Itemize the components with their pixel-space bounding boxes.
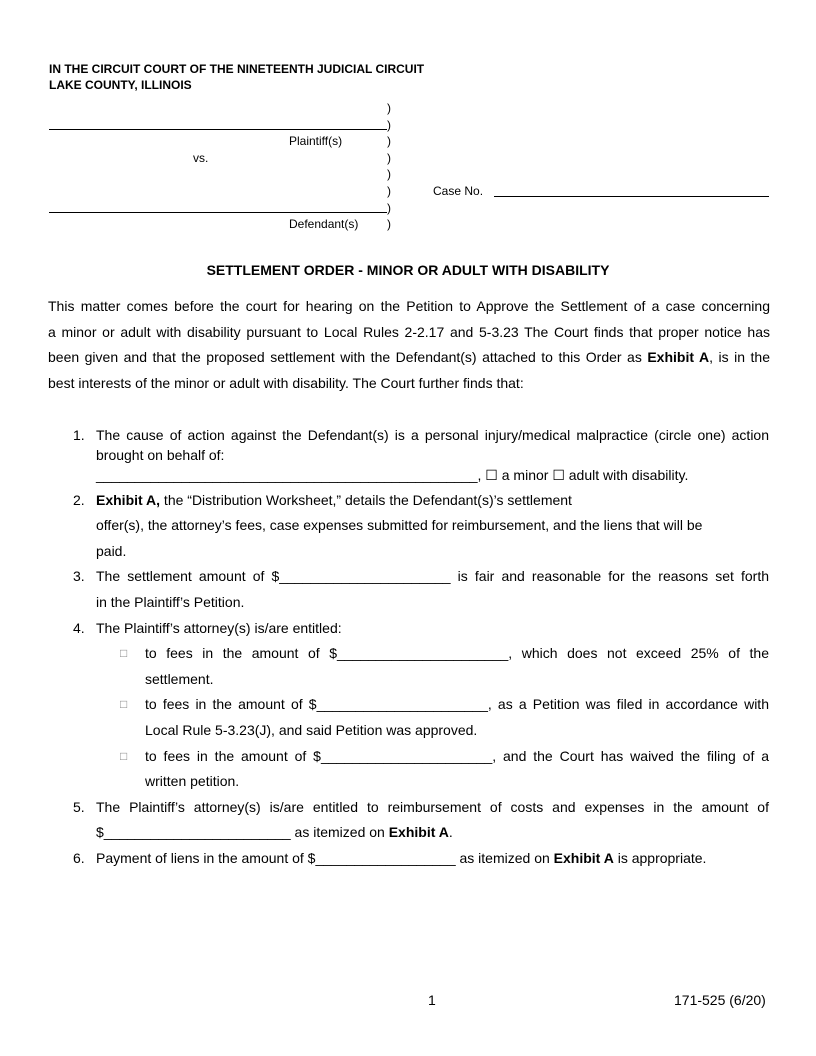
plaintiff-label: Plaintiff(s) [289, 134, 343, 148]
item-5-line-2[interactable] [96, 820, 453, 845]
defendant-line[interactable] [49, 212, 387, 213]
sub-3-line-2: written petition. [145, 773, 240, 789]
sub-2-line-1[interactable]: to fees in the amount of $______________________, as a Petition was filed in accordance with [145, 696, 769, 712]
versus-label: vs. [193, 151, 209, 165]
case-number-label: Case No. [433, 184, 484, 198]
item-5-text: . [448, 824, 453, 840]
exhibit-a-ref: Exhibit A [647, 349, 710, 365]
caption-paren: ) [387, 118, 391, 132]
sub-2-checkbox[interactable]: □ [120, 697, 128, 711]
court-name: IN THE CIRCUIT COURT OF THE NINETEENTH JUDICIAL CIRCUIT [49, 62, 425, 76]
caption-paren: ) [387, 167, 391, 181]
plaintiff-line[interactable] [49, 129, 387, 130]
item-3-line-1[interactable]: The settlement amount of $______________________ is fair and reasonable for the reasons set forth [96, 568, 769, 584]
intro-line-4: best interests of the minor or adult with disability. The Court further finds that: [48, 375, 524, 391]
item-3-line-2: in the Plaintiff’s Petition. [96, 594, 245, 610]
item-1-party-field[interactable]: _________________________________________________, ☐ a minor ☐ adult with disability. [96, 467, 689, 483]
intro-line-3 [48, 345, 770, 371]
item-number: 1. [73, 427, 85, 443]
court-county: LAKE COUNTY, ILLINOIS [49, 78, 192, 92]
caption-paren: ) [387, 217, 391, 231]
item-5-text: $________________________ as itemized on [96, 824, 389, 840]
exhibit-a-ref: Exhibit A [388, 824, 449, 840]
sub-1-line-2: settlement. [145, 671, 214, 687]
item-2-line-3: paid. [96, 543, 127, 559]
sub-3-line-1[interactable]: to fees in the amount of $______________________, and the Court has waived the filing of a [145, 748, 769, 764]
item-4-line-1: The Plaintiff’s attorney(s) is/are entitled: [96, 620, 342, 636]
item-number: 5. [73, 799, 85, 815]
sub-1-checkbox[interactable]: □ [120, 646, 128, 660]
item-number: 3. [73, 568, 85, 584]
item-6-line-1[interactable] [96, 846, 706, 871]
caption-paren: ) [387, 201, 391, 215]
item-number: 4. [73, 620, 85, 636]
item-6-text: Payment of liens in the amount of $__________________ as itemized on [96, 850, 554, 866]
intro-text: been given and that the proposed settlement with the Defendant(s) attached to this Order as [48, 349, 648, 365]
exhibit-a-ref: Exhibit A, [96, 492, 161, 508]
item-1-line-1: The cause of action against the Defendant(s) is a personal injury/medical malpractice (circle one) action [96, 427, 769, 443]
item-2-line-2: offer(s), the attorney’s fees, case expenses submitted for reimbursement, and the liens that will be [96, 517, 703, 533]
caption-paren: ) [387, 134, 391, 148]
sub-1-line-1[interactable]: to fees in the amount of $______________________, which does not exceed 25% of the [145, 645, 769, 661]
page-number: 1 [428, 992, 436, 1008]
intro-line-2: a minor or adult with disability pursuant to Local Rules 2-2.17 and 5-3.23 The Court finds that proper notice has [48, 324, 770, 340]
form-number: 171-525 (6/20) [674, 992, 766, 1008]
item-5-line-1: The Plaintiff’s attorney(s) is/are entitled to reimbursement of costs and expenses in the amount of [96, 799, 769, 815]
caption-paren: ) [387, 101, 391, 115]
item-2-text: the “Distribution Worksheet,” details the Defendant(s)’s settlement [160, 492, 572, 508]
defendant-label: Defendant(s) [289, 217, 359, 231]
exhibit-a-ref: Exhibit A [553, 850, 614, 866]
item-number: 2. [73, 492, 85, 508]
caption-paren: ) [387, 151, 391, 165]
sub-2-line-2: Local Rule 5-3.23(J), and said Petition was approved. [145, 722, 478, 738]
item-number: 6. [73, 850, 85, 866]
caption-paren: ) [387, 184, 391, 198]
document-title: SETTLEMENT ORDER - MINOR OR ADULT WITH DISABILITY [206, 262, 610, 278]
item-6-text: is appropriate. [613, 850, 707, 866]
sub-3-checkbox[interactable]: □ [120, 749, 128, 763]
intro-line-1: This matter comes before the court for hearing on the Petition to Approve the Settlement of a case concerning [48, 298, 770, 314]
item-2-line-1 [96, 488, 572, 513]
case-number-field[interactable] [494, 196, 769, 197]
intro-text: , is in the [709, 349, 770, 365]
item-1-line-2: brought on behalf of: [96, 447, 225, 463]
